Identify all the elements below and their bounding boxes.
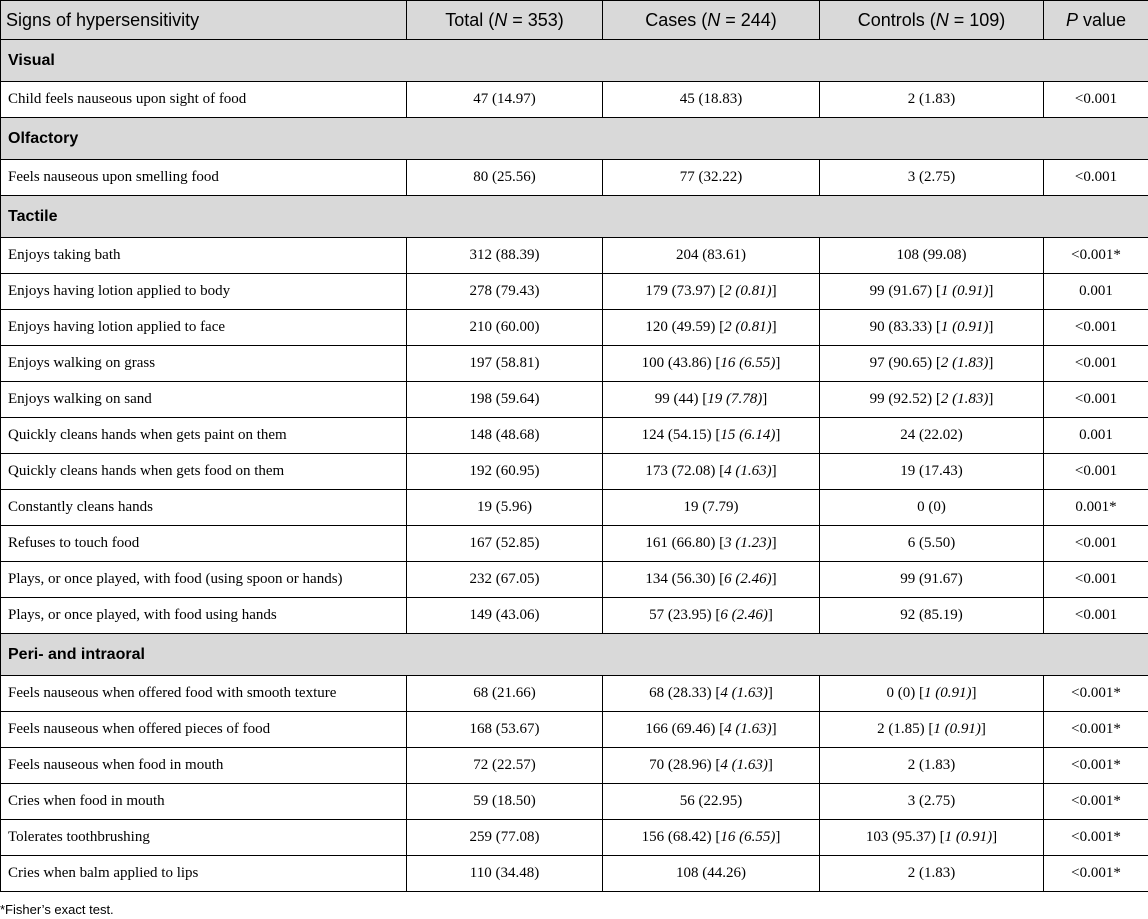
controls-value: 92 (85.19) bbox=[900, 607, 963, 623]
cell-controls bbox=[820, 346, 1044, 382]
cell-cases bbox=[603, 238, 820, 274]
cell-controls bbox=[820, 310, 1044, 346]
cases-missing: 6 (2.46) bbox=[720, 607, 768, 623]
cell-p-value: <0.001 bbox=[1044, 382, 1148, 418]
cell-total: 59 (18.50) bbox=[407, 784, 603, 820]
cases-value: 179 (73.97) [ bbox=[645, 283, 725, 299]
cell-controls bbox=[820, 274, 1044, 310]
cases-value: 124 (54.15) [ bbox=[641, 427, 721, 443]
cell-controls bbox=[820, 238, 1044, 274]
controls-missing: 2 (1.83) bbox=[940, 355, 989, 371]
controls-value: 99 (92.52) [ bbox=[869, 391, 941, 407]
cases-bracket: ] bbox=[771, 535, 777, 551]
controls-value: 97 (90.65) [ bbox=[869, 355, 941, 371]
table-row bbox=[1, 346, 1148, 382]
cell-total: 47 (14.97) bbox=[407, 82, 603, 118]
cell-sign: Enjoys taking bath bbox=[1, 238, 407, 274]
header-signs: Signs of hypersensitivity bbox=[1, 1, 407, 40]
cell-sign: Child feels nauseous upon sight of food bbox=[1, 82, 407, 118]
table-row bbox=[1, 820, 1148, 856]
cell-cases bbox=[603, 712, 820, 748]
header-total: Total (N = 353) bbox=[407, 1, 603, 40]
controls-value: 99 (91.67) bbox=[900, 571, 963, 587]
cell-total: 110 (34.48) bbox=[407, 856, 603, 892]
cell-p-value: 0.001* bbox=[1044, 490, 1148, 526]
cases-value: 68 (28.33) [ bbox=[649, 685, 721, 701]
cell-controls bbox=[820, 784, 1044, 820]
cell-total: 198 (59.64) bbox=[407, 382, 603, 418]
section-row bbox=[1, 118, 1148, 160]
section-title: Tactile bbox=[1, 196, 1148, 238]
controls-value: 3 (2.75) bbox=[907, 169, 956, 185]
cell-cases bbox=[603, 418, 820, 454]
section-title: Visual bbox=[1, 40, 1148, 82]
cases-value: 108 (44.26) bbox=[676, 865, 746, 881]
table-row bbox=[1, 526, 1148, 562]
cell-controls bbox=[820, 820, 1044, 856]
section-title: Olfactory bbox=[1, 118, 1148, 160]
controls-value: 0 (0) bbox=[917, 499, 946, 515]
cell-total: 259 (77.08) bbox=[407, 820, 603, 856]
cell-cases bbox=[603, 856, 820, 892]
cell-p-value: <0.001* bbox=[1044, 676, 1148, 712]
cell-controls bbox=[820, 712, 1044, 748]
controls-value: 19 (17.43) bbox=[900, 463, 963, 479]
cases-missing: 4 (1.63) bbox=[724, 463, 772, 479]
cell-sign: Feels nauseous when offered food with smooth texture bbox=[1, 676, 407, 712]
controls-bracket: ] bbox=[988, 391, 994, 407]
cell-sign: Plays, or once played, with food using hands bbox=[1, 598, 407, 634]
controls-value: 0 (0) [ bbox=[886, 685, 924, 701]
cases-missing: 2 (0.81) bbox=[724, 319, 772, 335]
controls-value: 2 (1.83) bbox=[907, 865, 956, 881]
cell-sign: Enjoys walking on grass bbox=[1, 346, 407, 382]
controls-bracket: ] bbox=[992, 829, 998, 845]
cell-cases bbox=[603, 346, 820, 382]
cell-controls bbox=[820, 82, 1044, 118]
cell-cases bbox=[603, 748, 820, 784]
controls-bracket: ] bbox=[988, 355, 994, 371]
cases-bracket: ] bbox=[767, 607, 773, 623]
cases-value: 45 (18.83) bbox=[679, 91, 743, 107]
cell-p-value: <0.001* bbox=[1044, 784, 1148, 820]
cases-value: 161 (66.80) [ bbox=[645, 535, 725, 551]
footnote: *Fisher’s exact test. bbox=[0, 902, 114, 917]
cases-bracket: ] bbox=[775, 829, 781, 845]
cell-total: 232 (67.05) bbox=[407, 562, 603, 598]
cell-cases bbox=[603, 820, 820, 856]
cell-sign: Enjoys having lotion applied to face bbox=[1, 310, 407, 346]
cell-cases bbox=[603, 160, 820, 196]
cases-value: 173 (72.08) [ bbox=[645, 463, 725, 479]
controls-value: 90 (83.33) [ bbox=[869, 319, 941, 335]
controls-missing: 1 (0.91) bbox=[944, 829, 993, 845]
cell-total: 68 (21.66) bbox=[407, 676, 603, 712]
table-row bbox=[1, 856, 1148, 892]
cell-cases bbox=[603, 274, 820, 310]
cell-controls bbox=[820, 856, 1044, 892]
controls-bracket: ] bbox=[971, 685, 977, 701]
cell-cases bbox=[603, 454, 820, 490]
cell-cases bbox=[603, 784, 820, 820]
cell-cases bbox=[603, 490, 820, 526]
controls-value: 3 (2.75) bbox=[907, 793, 956, 809]
cell-controls bbox=[820, 382, 1044, 418]
cell-total: 210 (60.00) bbox=[407, 310, 603, 346]
cell-p-value: <0.001 bbox=[1044, 526, 1148, 562]
cases-bracket: ] bbox=[771, 571, 777, 587]
cases-bracket: ] bbox=[767, 757, 773, 773]
cases-value: 100 (43.86) [ bbox=[641, 355, 721, 371]
controls-bracket: ] bbox=[980, 721, 986, 737]
cases-missing: 15 (6.14) bbox=[720, 427, 776, 443]
cases-missing: 2 (0.81) bbox=[724, 283, 772, 299]
cell-p-value: 0.001 bbox=[1044, 274, 1148, 310]
table-row bbox=[1, 274, 1148, 310]
table-row bbox=[1, 748, 1148, 784]
cell-cases bbox=[603, 676, 820, 712]
cases-missing: 6 (2.46) bbox=[724, 571, 772, 587]
cell-sign: Refuses to touch food bbox=[1, 526, 407, 562]
cases-missing: 3 (1.23) bbox=[724, 535, 772, 551]
cell-p-value: <0.001* bbox=[1044, 712, 1148, 748]
controls-missing: 1 (0.91) bbox=[940, 283, 989, 299]
table-row bbox=[1, 712, 1148, 748]
cell-sign: Constantly cleans hands bbox=[1, 490, 407, 526]
section-title: Peri- and intraoral bbox=[1, 634, 1148, 676]
cell-sign: Enjoys having lotion applied to body bbox=[1, 274, 407, 310]
cell-controls bbox=[820, 526, 1044, 562]
controls-missing: 1 (0.91) bbox=[940, 319, 989, 335]
cell-sign: Tolerates toothbrushing bbox=[1, 820, 407, 856]
table-row bbox=[1, 160, 1148, 196]
header-row bbox=[1, 1, 1148, 40]
cell-total: 192 (60.95) bbox=[407, 454, 603, 490]
cell-cases bbox=[603, 526, 820, 562]
cases-value: 120 (49.59) [ bbox=[645, 319, 725, 335]
cases-value: 19 (7.79) bbox=[683, 499, 739, 515]
header-controls: Controls (N = 109) bbox=[820, 1, 1044, 40]
cases-value: 56 (22.95) bbox=[679, 793, 743, 809]
controls-missing: 2 (1.83) bbox=[940, 391, 989, 407]
controls-value: 2 (1.83) bbox=[907, 91, 956, 107]
cases-bracket: ] bbox=[762, 391, 768, 407]
cell-p-value: <0.001* bbox=[1044, 820, 1148, 856]
cell-cases bbox=[603, 82, 820, 118]
table-row bbox=[1, 562, 1148, 598]
cell-p-value: <0.001* bbox=[1044, 238, 1148, 274]
cell-p-value: <0.001 bbox=[1044, 562, 1148, 598]
cases-value: 204 (83.61) bbox=[676, 247, 746, 263]
controls-value: 2 (1.83) bbox=[907, 757, 956, 773]
controls-value: 24 (22.02) bbox=[900, 427, 963, 443]
table-row bbox=[1, 490, 1148, 526]
cell-total: 197 (58.81) bbox=[407, 346, 603, 382]
table-header bbox=[1, 1, 1148, 40]
cases-missing: 4 (1.63) bbox=[720, 685, 768, 701]
cases-bracket: ] bbox=[775, 427, 781, 443]
cases-value: 77 (32.22) bbox=[679, 169, 743, 185]
controls-value: 108 (99.08) bbox=[896, 247, 967, 263]
cell-controls bbox=[820, 598, 1044, 634]
controls-bracket: ] bbox=[988, 319, 994, 335]
cell-sign: Quickly cleans hands when gets paint on them bbox=[1, 418, 407, 454]
cell-sign: Enjoys walking on sand bbox=[1, 382, 407, 418]
cases-bracket: ] bbox=[767, 685, 773, 701]
cases-missing: 4 (1.63) bbox=[724, 721, 772, 737]
table-body bbox=[1, 40, 1148, 892]
table-row bbox=[1, 784, 1148, 820]
cell-cases bbox=[603, 382, 820, 418]
cases-missing: 4 (1.63) bbox=[720, 757, 768, 773]
cell-controls bbox=[820, 454, 1044, 490]
table-row bbox=[1, 598, 1148, 634]
cell-total: 72 (22.57) bbox=[407, 748, 603, 784]
cell-total: 148 (48.68) bbox=[407, 418, 603, 454]
cases-missing: 19 (7.78) bbox=[707, 391, 763, 407]
header-p-value: P value bbox=[1044, 1, 1148, 40]
cases-value: 166 (69.46) [ bbox=[645, 721, 725, 737]
controls-missing: 1 (0.91) bbox=[924, 685, 972, 701]
controls-value: 2 (1.85) [ bbox=[877, 721, 934, 737]
cell-p-value: <0.001 bbox=[1044, 160, 1148, 196]
cell-sign: Cries when balm applied to lips bbox=[1, 856, 407, 892]
cell-sign: Plays, or once played, with food (using spoon or hands) bbox=[1, 562, 407, 598]
cell-sign: Quickly cleans hands when gets food on them bbox=[1, 454, 407, 490]
cases-bracket: ] bbox=[771, 721, 777, 737]
table-row bbox=[1, 676, 1148, 712]
cell-total: 312 (88.39) bbox=[407, 238, 603, 274]
cases-missing: 16 (6.55) bbox=[720, 829, 776, 845]
cell-p-value: <0.001 bbox=[1044, 346, 1148, 382]
cell-controls bbox=[820, 418, 1044, 454]
controls-value: 99 (91.67) [ bbox=[869, 283, 941, 299]
cases-bracket: ] bbox=[771, 463, 777, 479]
cases-value: 70 (28.96) [ bbox=[649, 757, 721, 773]
cell-controls bbox=[820, 562, 1044, 598]
cell-total: 19 (5.96) bbox=[407, 490, 603, 526]
cell-sign: Feels nauseous upon smelling food bbox=[1, 160, 407, 196]
table-row bbox=[1, 382, 1148, 418]
cell-p-value: <0.001 bbox=[1044, 598, 1148, 634]
cell-controls bbox=[820, 748, 1044, 784]
cell-total: 167 (52.85) bbox=[407, 526, 603, 562]
section-row bbox=[1, 634, 1148, 676]
table-row bbox=[1, 418, 1148, 454]
cell-total: 278 (79.43) bbox=[407, 274, 603, 310]
cell-controls bbox=[820, 676, 1044, 712]
cell-total: 168 (53.67) bbox=[407, 712, 603, 748]
table-row bbox=[1, 310, 1148, 346]
cell-sign: Feels nauseous when offered pieces of food bbox=[1, 712, 407, 748]
controls-missing: 1 (0.91) bbox=[933, 721, 981, 737]
cell-p-value: <0.001 bbox=[1044, 454, 1148, 490]
cell-p-value: <0.001* bbox=[1044, 748, 1148, 784]
section-row bbox=[1, 196, 1148, 238]
cell-sign: Feels nauseous when food in mouth bbox=[1, 748, 407, 784]
controls-value: 103 (95.37) [ bbox=[865, 829, 945, 845]
cell-total: 149 (43.06) bbox=[407, 598, 603, 634]
cell-cases bbox=[603, 598, 820, 634]
table-row bbox=[1, 454, 1148, 490]
cases-missing: 16 (6.55) bbox=[720, 355, 776, 371]
cell-sign: Cries when food in mouth bbox=[1, 784, 407, 820]
cell-cases bbox=[603, 310, 820, 346]
controls-bracket: ] bbox=[988, 283, 994, 299]
controls-value: 6 (5.50) bbox=[907, 535, 956, 551]
header-cases: Cases (N = 244) bbox=[603, 1, 820, 40]
cases-value: 134 (56.30) [ bbox=[645, 571, 725, 587]
cases-bracket: ] bbox=[775, 355, 781, 371]
section-row bbox=[1, 40, 1148, 82]
cell-cases bbox=[603, 562, 820, 598]
cases-value: 57 (23.95) [ bbox=[649, 607, 721, 623]
cases-bracket: ] bbox=[771, 319, 777, 335]
cell-controls bbox=[820, 490, 1044, 526]
cell-total: 80 (25.56) bbox=[407, 160, 603, 196]
cell-controls bbox=[820, 160, 1044, 196]
table-row bbox=[1, 238, 1148, 274]
table-row bbox=[1, 82, 1148, 118]
cases-value: 99 (44) [ bbox=[654, 391, 708, 407]
cell-p-value: <0.001 bbox=[1044, 82, 1148, 118]
cell-p-value: <0.001 bbox=[1044, 310, 1148, 346]
cell-p-value: <0.001* bbox=[1044, 856, 1148, 892]
cell-p-value: 0.001 bbox=[1044, 418, 1148, 454]
cases-bracket: ] bbox=[771, 283, 777, 299]
cases-value: 156 (68.42) [ bbox=[641, 829, 721, 845]
